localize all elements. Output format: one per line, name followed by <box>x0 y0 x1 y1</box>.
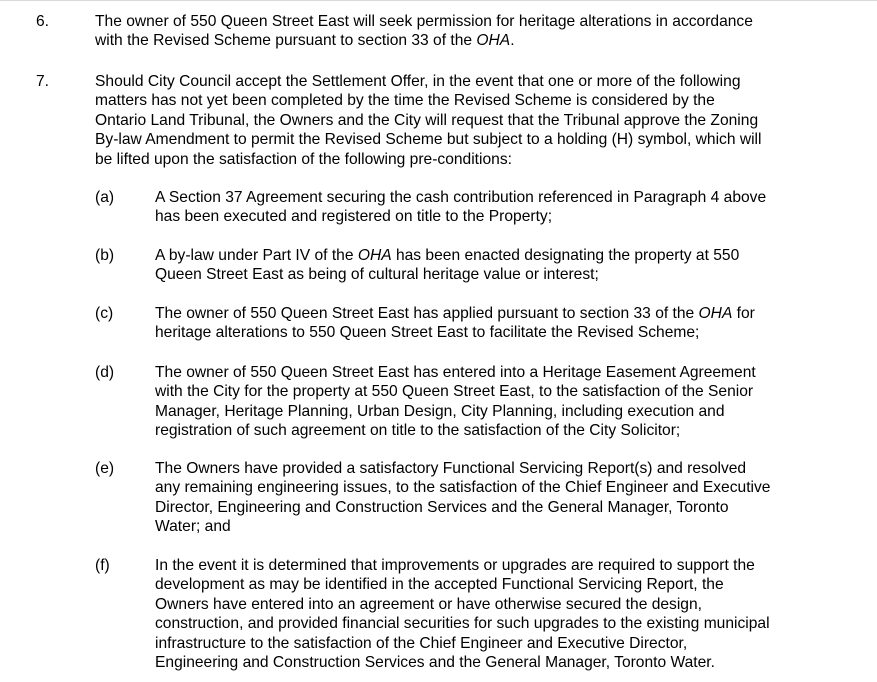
text-line: Director, Engineering and Construction Services and the General Manager, Toronto <box>155 498 729 516</box>
subitem-text <box>155 246 823 285</box>
subitem-label: (a) <box>95 189 115 206</box>
subitem-label: (d) <box>95 364 115 381</box>
text-line: matters has not yet been completed by the time the Revised Scheme is considered by the <box>95 92 715 110</box>
text-line: Should City Council accept the Settlement Offer, in the event that one or more of the following <box>95 73 741 90</box>
text-line: The owner of 550 Queen Street East has entered into a Heritage Easement Agreement <box>155 364 756 381</box>
oha-italic: OHA <box>476 32 511 50</box>
paragraph-number: 6. <box>36 13 50 30</box>
subitem-label: (f) <box>95 557 110 574</box>
text-line: with the Revised Scheme pursuant to section 33 of the OHA. <box>95 32 515 50</box>
paragraph-text <box>95 12 840 51</box>
paragraph-text <box>95 72 840 169</box>
text-line: with the City for the property at 550 Queen Street East, to the satisfaction of the Senior <box>155 383 754 401</box>
text-line: Manager, Heritage Planning, Urban Design, City Planning, including execution and <box>155 402 725 420</box>
text-line: development as may be identified in the accepted Functional Servicing Report, the <box>155 576 724 594</box>
text-line: In the event it is determined that improvements or upgrades are required to support the <box>155 557 755 574</box>
subitem-text <box>155 459 823 537</box>
text-line: Engineering and Construction Services and the General Manager, Toronto Water. <box>155 654 715 672</box>
oha-italic: OHA <box>698 305 733 322</box>
text-line: Queen Street East as being of cultural heritage value or interest; <box>155 266 599 284</box>
text-line: The owner of 550 Queen Street East will seek permission for heritage alterations in accordance <box>95 13 753 30</box>
paragraph-number: 7. <box>36 73 50 90</box>
text-line: Ontario Land Tribunal, the Owners and the City will request that the Tribunal approve the Zoning <box>95 111 759 129</box>
subitem-label: (e) <box>95 460 115 477</box>
subitem-text <box>155 188 823 227</box>
text-line: A by-law under Part IV of the OHA has been enacted designating the property at 550 <box>155 247 740 264</box>
oha-italic: OHA <box>357 247 392 264</box>
subitem-text <box>155 556 823 672</box>
text-line: Water; and <box>155 518 231 536</box>
text-line: infrastructure to the satisfaction of the Chief Engineer and Executive Director, <box>155 634 688 652</box>
text-line: The owner of 550 Queen Street East has applied pursuant to section 33 of the OHA for <box>155 305 755 322</box>
text-line: Owners have entered into an agreement or have otherwise secured the design, <box>155 595 702 613</box>
subitem-label: (b) <box>95 247 115 264</box>
subitem-label: (c) <box>95 305 114 322</box>
text-line: has been executed and registered on title to the Property; <box>155 208 553 226</box>
subitem-text <box>155 304 823 343</box>
subitem-text <box>155 363 823 441</box>
page-top-border <box>0 0 877 1</box>
text-line: The Owners have provided a satisfactory Functional Servicing Report(s) and resolved <box>155 460 747 477</box>
text-line: be lifted upon the satisfaction of the following pre-conditions: <box>95 150 512 168</box>
text-line: A Section 37 Agreement securing the cash contribution referenced in Paragraph 4 above <box>155 189 767 206</box>
text-line: any remaining engineering issues, to the satisfaction of the Chief Engineer and Executive <box>155 479 771 497</box>
text-line: By-law Amendment to permit the Revised Scheme but subject to a holding (H) symbol, which will <box>95 131 762 149</box>
text-line: heritage alterations to 550 Queen Street East to facilitate the Revised Scheme; <box>155 324 700 342</box>
text-line: construction, and provided financial securities for such upgrades to the existing municipal <box>155 615 770 633</box>
text-line: registration of such agreement on title to the satisfaction of the City Solicitor; <box>155 422 681 440</box>
